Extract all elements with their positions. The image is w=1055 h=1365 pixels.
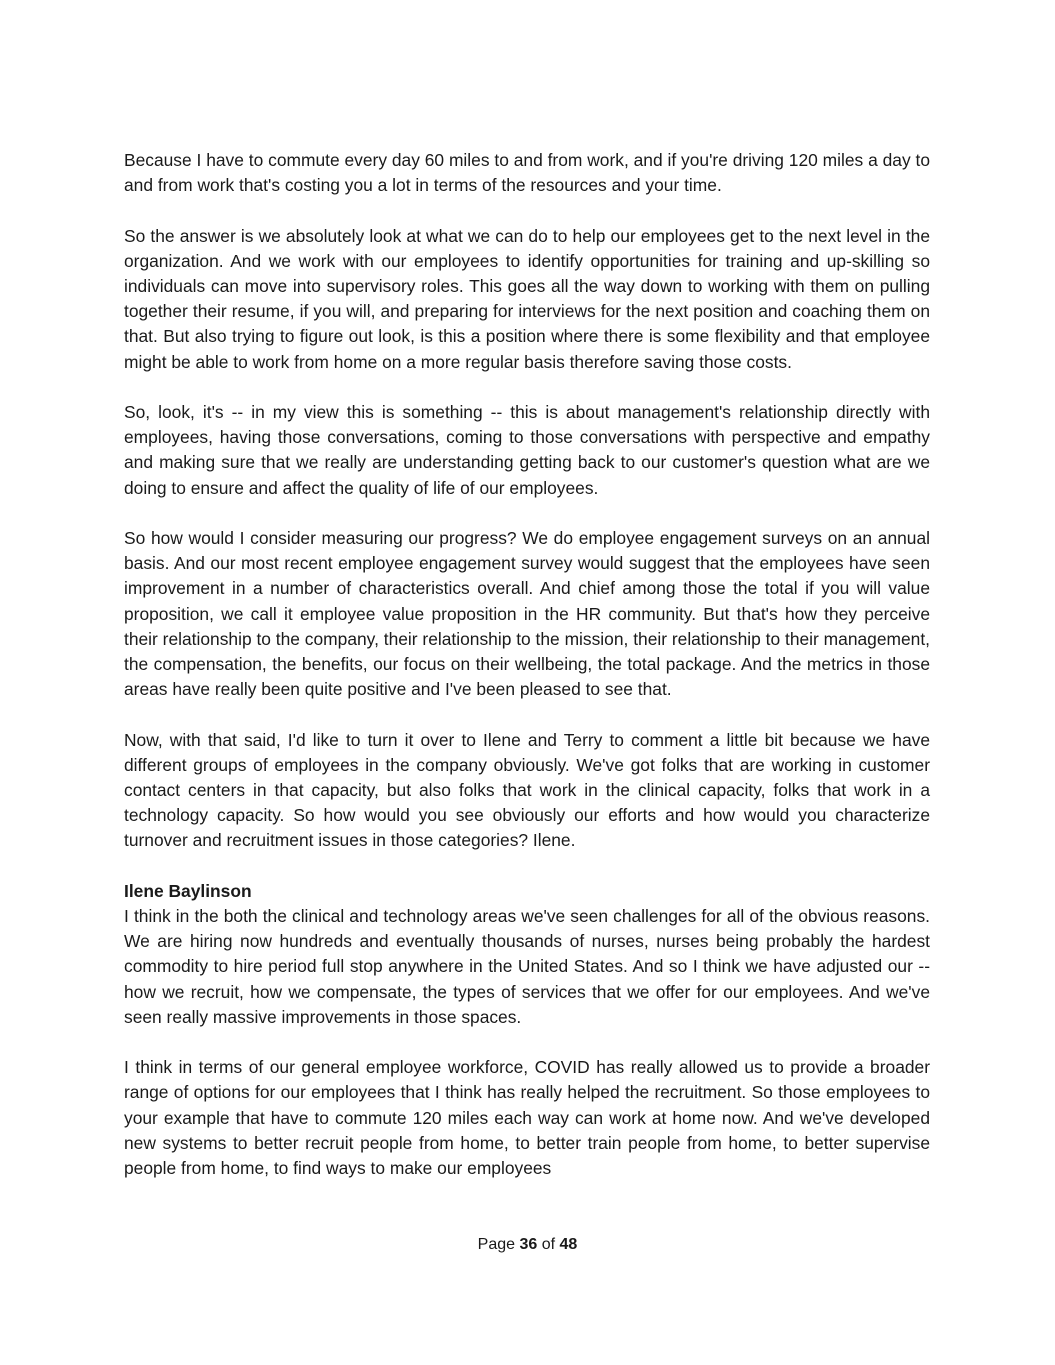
paragraph: I think in the both the clinical and technology areas we've seen challenges for all of the obvious reasons. We are hiring now hundreds and eventually thousands of nurses, nurses being probably the hardest commodity to hire period full stop anywhere in the United States. And so I think we have adjusted our -- how we recruit, how we compensate, the types of services that we offer for our employees. And we've seen really massive improvements in those spaces. xyxy=(124,906,930,1027)
total-page-count: 48 xyxy=(559,1236,578,1253)
paragraph: Now, with that said, I'd like to turn it over to Ilene and Terry to comment a little bit because we have different groups of employees in the company obviously. We've got folks that are working in customer contact centers in that capacity, but also folks that work in the clinical capacity, folks that work in a technology capacity. So how would you see obviously our efforts and how would you characterize turnover and recruitment issues in those categories? Ilene. xyxy=(124,729,930,851)
page-footer xyxy=(0,1234,1055,1256)
paragraph: So, look, it's -- in my view this is something -- this is about management's relationship directly with employees, having those conversations, coming to those conversations with perspective and empathy and making sure that we really are understanding getting back to our customer's question what are we doing to ensure and affect the quality of life of our employees. xyxy=(124,402,930,498)
transcript-body xyxy=(124,148,930,1181)
current-page-number: 36 xyxy=(519,1236,538,1253)
paragraph: So the answer is we absolutely look at what we can do to help our employees get to the next level in the organization. And we work with our employees to identify opportunities for training and up-skilling so individuals can move into supervisory roles. This goes all the way down to working with them on pulling together their resume, if you will, and preparing for interviews for the next position and coaching them on that. But also trying to figure out look, is this a position where there is some flexibility and that employee might be able to work from home on a more regular basis therefore saving those costs. xyxy=(124,225,930,372)
paragraph: So how would I consider measuring our progress? We do employee engagement surveys on an annual basis. And our most recent employee engagement survey would suggest that the employees have seen improvement in a number of characteristics overall. And chief among those the total if you will value proposition, we call it employee value proposition in the HR community. But that's how they perceive their relationship to the company, their relationship to the mission, their relationship to their management, the compensation, the benefits, our focus on their wellbeing, the total package. And the metrics in those areas have really been quite positive and I've been pleased to see that. xyxy=(124,528,930,700)
page-label: Page xyxy=(477,1236,516,1253)
page-of-label: of xyxy=(541,1236,556,1253)
speaker-name: Ilene Baylinson xyxy=(124,880,252,901)
paragraph: I think in terms of our general employee workforce, COVID has really allowed us to provide a broader range of options for our employees that I think has really helped the recruitment. So those employees to your example that have to commute 120 miles each way can work at home now. And we've developed new systems to better recruit people from home, to better train people from home, to better supervise people from home, to find ways to make our employees xyxy=(124,1057,930,1179)
paragraph: Because I have to commute every day 60 miles to and from work, and if you're driving 120 miles a day to and from work that's costing you a lot in terms of the resources and your time. xyxy=(124,150,930,196)
